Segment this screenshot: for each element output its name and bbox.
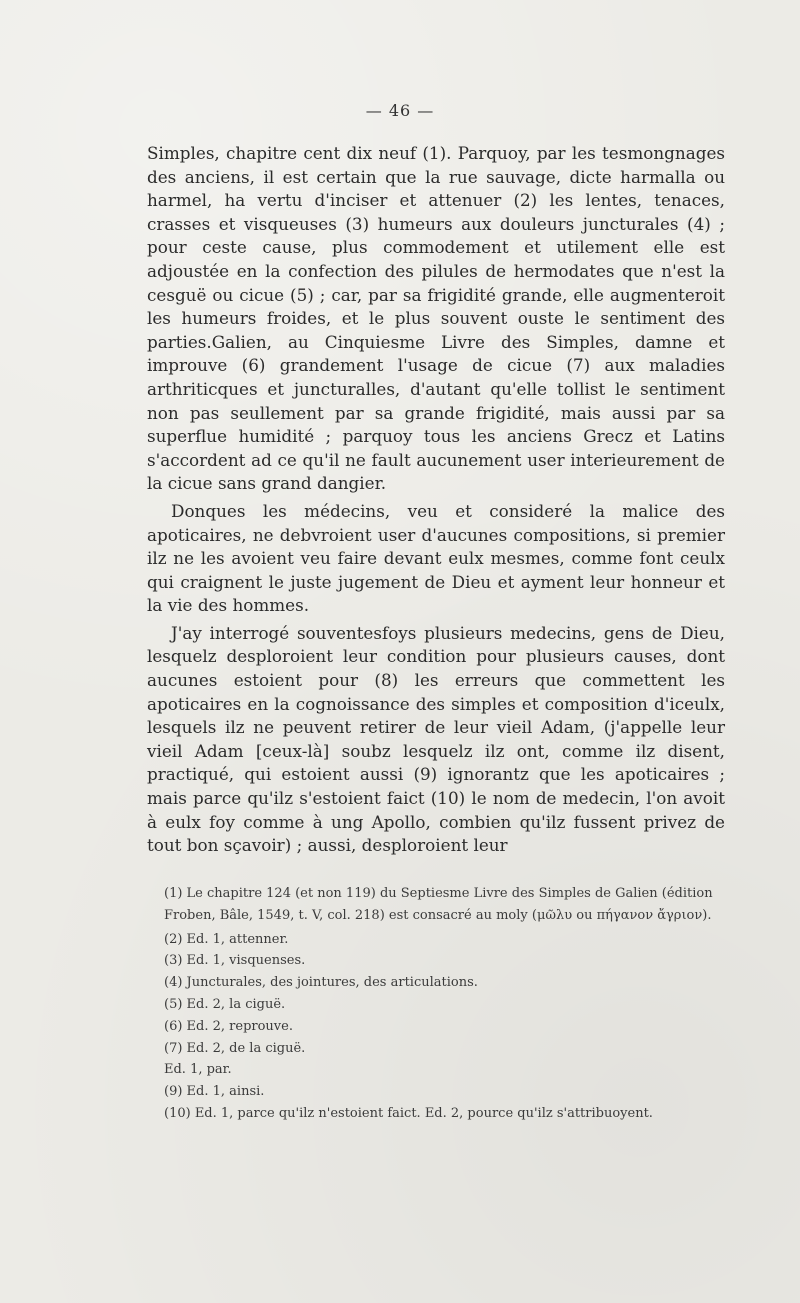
paragraph-1: Simples, chapitre cent dix neuf (1). Parquoy, par les tesmongnages des anciens, il est certain que la rue sauvage, dicte harmalla ou harmel, ha vertu d'inciser et attenuer (2) les lentes, tenaces, crasses et visqueuses (3) humeurs aux douleurs juncturales (4) ; pour ceste cause, plus commodement et utilement elle est adjoustée en la confection des pilules de hermodates que n'est la cesguë ou cicue (5) ; car, par sa frigidité grande, elle augmenteroit les humeurs froides, et le plus souvent ouste le sentiment des parties.Galien, au Cinquiesme Livre des Simples, damne et improuve (6) grandement l'usage de cicue (7) aux maladies arthriticques et juncturalles, d'autant qu'elle tollist le sentiment non pas seullement par sa grande frigidité, mais aussi par sa superflue humidité ; parquoy tous les anciens Grecz et Latins s'accordent ad ce qu'il ne fault aucunement user interieurement de la cicue sans grand dangier.: [147, 143, 725, 494]
paragraph-3: J'ay interrogé souventesfoys plusieurs medecins, gens de Dieu, lesquelz desploroient leur condition pour plusieurs causes, dont aucunes estoient pour (8) les erreurs que commettent les apoticaires en la cognoissance des simples et composition d'iceulx, lesquels ilz ne peuvent retirer de leur vieil Adam, (j'appelle leur vieil Adam [ceux-là] soubz lesquelz ilz ont, comme ilz disent, practiqué, qui estoient aussi (9) ignorantz que les apoticaires ; mais parce qu'ilz s'estoient faict (10) le nom de medecin, l'on avoit à eulx foy comme à ung Apollo, combien qu'ilz fussent privez de tout bon sçavoir) ; aussi, desploroient leur: [147, 622, 725, 856]
footnote-10: (10) Ed. 1, parce qu'ilz n'estoient faict. Ed. 2, pource qu'ilz s'attribuoyent.: [164, 1105, 653, 1121]
footnotes: [164, 883, 730, 1125]
footnote-7: (7) Ed. 2, de la ciguë.: [164, 1040, 306, 1056]
footnote-5: (5) Ed. 2, la ciguë.: [164, 996, 286, 1012]
footnote-8: Ed. 1, par.: [164, 1062, 232, 1078]
main-text: [147, 142, 725, 858]
footnote-6: (6) Ed. 2, reprouve.: [164, 1018, 293, 1034]
paragraph-2: Donques les médecins, veu et consideré la malice des apoticaires, ne debvroient user d'aucunes compositions, si premier ilz ne les avoient veu faire devant eulx mesmes, comme font ceulx qui craignent le juste jugement de Dieu et ayment leur honneur et la vie des hommes.: [147, 500, 725, 616]
footnote-3: (3) Ed. 1, visquenses.: [164, 953, 306, 969]
footnote-2: (2) Ed. 1, attenner.: [164, 931, 289, 947]
footnote-9: (9) Ed. 1, ainsi.: [164, 1084, 265, 1100]
footnote-1: (1) Le chapitre 124 (et non 119) du Septiesme Livre des Simples de Galien (édition Froben, Bâle, 1549, t. V, col. 218) est consacré au moly (μῶλυ ou πήγανον ἄγριον).: [164, 886, 713, 923]
page-number: — 46 —: [365, 101, 435, 120]
footnote-4: (4) Juncturales, des jointures, des articulations.: [164, 975, 478, 991]
